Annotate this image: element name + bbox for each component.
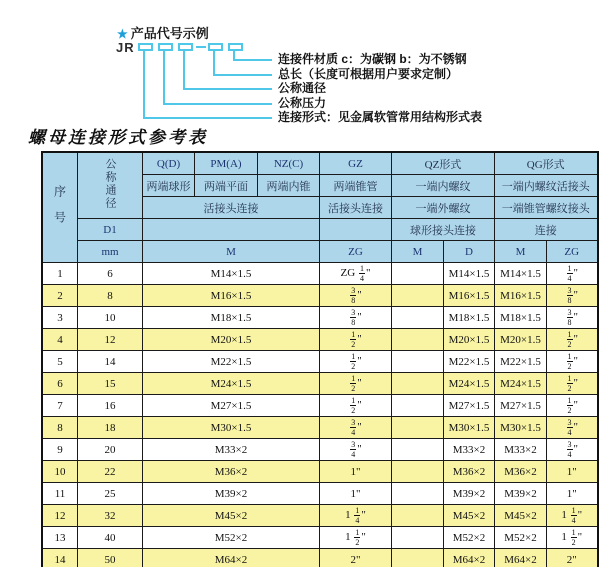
cell-dn: 10 <box>78 307 143 329</box>
cell-qg-m: M64×2 <box>495 549 547 567</box>
fraction: $\frac{1}{4}$ <box>359 263 364 283</box>
cell-seq: 13 <box>42 527 78 549</box>
cell-seq: 1 <box>42 263 78 285</box>
connector-line <box>143 51 145 119</box>
cell-gz: $\frac{1}{2}$ " <box>320 373 392 395</box>
cell-qg-zg: $\frac{3}{8}$ " <box>547 285 598 307</box>
cell-seq: 4 <box>42 329 78 351</box>
cell-qg-m: M52×2 <box>495 527 547 549</box>
fraction: $\frac{3}{8}$ <box>351 307 356 327</box>
fraction: $\frac{1}{2}$ <box>351 329 356 349</box>
connector-line <box>233 59 272 61</box>
header-union-joint: 活接头连接 <box>143 197 320 219</box>
cell-gz: ZG $\frac{1}{4}$ " <box>320 263 392 285</box>
cell-qg-m: M20×1.5 <box>495 329 547 351</box>
table-row <box>42 439 598 461</box>
header-blank-1 <box>143 219 320 241</box>
cell-seq: 12 <box>42 505 78 527</box>
header-pm: PM(A) <box>195 152 258 175</box>
table-row <box>42 461 598 483</box>
cell-qz-m <box>392 417 444 439</box>
fraction: $\frac{1}{4}$ <box>571 505 576 525</box>
cell-qz-m <box>392 329 444 351</box>
cell-dn: 32 <box>78 505 143 527</box>
cell-qz-m <box>392 549 444 567</box>
header-dn: 公称通径 <box>78 152 143 219</box>
legend-label-pressure: 公称压力 <box>278 96 327 110</box>
nut-connection-table <box>41 151 599 567</box>
header-nz-sub: 两端内锥 <box>258 175 320 197</box>
fraction: $\frac{1}{2}$ <box>567 351 572 371</box>
header-gz: GZ <box>320 152 392 175</box>
cell-qg-m: M14×1.5 <box>495 263 547 285</box>
fraction: $\frac{3}{8}$ <box>567 285 572 305</box>
fraction: $\frac{3}{8}$ <box>351 285 356 305</box>
cell-gz: $\frac{3}{8}$ " <box>320 285 392 307</box>
cell-qg-zg: 2" <box>547 549 598 567</box>
cell-qz-d: M36×2 <box>444 461 495 483</box>
table-header <box>42 152 598 263</box>
fraction: $\frac{1}{2}$ <box>355 527 360 547</box>
cell-qz-d: M14×1.5 <box>444 263 495 285</box>
star-icon: ★ <box>117 27 128 41</box>
cell-m: M45×2 <box>143 505 320 527</box>
cell-qz-m <box>392 527 444 549</box>
cell-dn: 20 <box>78 439 143 461</box>
fraction: $\frac{1}{4}$ <box>567 263 572 283</box>
code-box-1 <box>138 43 153 51</box>
cell-qg-zg: $\frac{1}{4}$ " <box>547 263 598 285</box>
fraction: $\frac{1}{2}$ <box>567 373 572 393</box>
header-qz-m: M <box>392 241 444 263</box>
header-qz-sub3: 球形接头连接 <box>392 219 495 241</box>
cell-m: M14×1.5 <box>143 263 320 285</box>
connector-line <box>213 74 272 76</box>
cell-qg-zg: $\frac{3}{8}$ " <box>547 307 598 329</box>
cell-dn: 50 <box>78 549 143 567</box>
header-gz-sub: 两端锥管 <box>320 175 392 197</box>
connector-line <box>213 51 215 76</box>
cell-qz-d: M45×2 <box>444 505 495 527</box>
cell-dn: 22 <box>78 461 143 483</box>
cell-qz-m <box>392 351 444 373</box>
cell-seq: 7 <box>42 395 78 417</box>
cell-m: M22×1.5 <box>143 351 320 373</box>
table-row <box>42 417 598 439</box>
cell-qg-zg: 1" <box>547 483 598 505</box>
table-title: 螺母连接形式参考表 <box>28 128 208 147</box>
cell-qg-m: M36×2 <box>495 461 547 483</box>
table-row <box>42 285 598 307</box>
header-qg-sub3: 连接 <box>495 219 598 241</box>
header-blank-2 <box>320 219 392 241</box>
header-seq: 序号 <box>42 152 78 263</box>
cell-m: M52×2 <box>143 527 320 549</box>
table-row <box>42 351 598 373</box>
cell-m: M30×1.5 <box>143 417 320 439</box>
code-box-3 <box>178 43 193 51</box>
cell-seq: 3 <box>42 307 78 329</box>
legend-label-length: 总长（长度可根据用户要求定制） <box>278 67 459 81</box>
cell-qz-m <box>392 505 444 527</box>
connector-line <box>163 51 165 105</box>
cell-gz: $\frac{1}{2}$ " <box>320 329 392 351</box>
cell-seq: 14 <box>42 549 78 567</box>
cell-m: M64×2 <box>143 549 320 567</box>
fraction: $\frac{1}{2}$ <box>571 527 576 547</box>
cell-m: M33×2 <box>143 439 320 461</box>
cell-qz-d: M33×2 <box>444 439 495 461</box>
cell-qg-zg: $\frac{1}{2}$ " <box>547 373 598 395</box>
header-qz-sub2: 一端外螺纹 <box>392 197 495 219</box>
table-row <box>42 483 598 505</box>
cell-qg-zg: $\frac{1}{2}$ " <box>547 351 598 373</box>
cell-qz-d: M20×1.5 <box>444 329 495 351</box>
fraction: $\frac{1}{2}$ <box>351 351 356 371</box>
table-row <box>42 373 598 395</box>
cell-qg-m: M27×1.5 <box>495 395 547 417</box>
header-qg: QG形式 <box>495 152 598 175</box>
cell-qg-zg: $\frac{1}{2}$ " <box>547 395 598 417</box>
cell-seq: 9 <box>42 439 78 461</box>
header-qg-m: M <box>495 241 547 263</box>
header-nz: NZ(C) <box>258 152 320 175</box>
cell-dn: 25 <box>78 483 143 505</box>
cell-qz-d: M52×2 <box>444 527 495 549</box>
cell-gz: 1" <box>320 483 392 505</box>
cell-m: M24×1.5 <box>143 373 320 395</box>
header-qg-sub2: 一端锥管螺纹接头 <box>495 197 598 219</box>
legend-label-diameter: 公称通径 <box>278 81 327 95</box>
cell-seq: 11 <box>42 483 78 505</box>
cell-qg-m: M39×2 <box>495 483 547 505</box>
cell-qg-m: M45×2 <box>495 505 547 527</box>
connector-line <box>163 103 272 105</box>
cell-qz-d: M24×1.5 <box>444 373 495 395</box>
code-box-4 <box>208 43 223 51</box>
cell-qg-zg: $\frac{3}{4}$ " <box>547 439 598 461</box>
cell-gz: $\frac{3}{4}$ " <box>320 417 392 439</box>
cell-qg-zg: 1" <box>547 461 598 483</box>
cell-dn: 14 <box>78 351 143 373</box>
legend-title-text: 产品代号示例 <box>130 26 209 41</box>
cell-qg-zg: $\frac{3}{4}$ " <box>547 417 598 439</box>
cell-qz-d: M27×1.5 <box>444 395 495 417</box>
cell-seq: 8 <box>42 417 78 439</box>
cell-gz: 1 $\frac{1}{4}$ " <box>320 505 392 527</box>
cell-m: M16×1.5 <box>143 285 320 307</box>
header-qz-d: D <box>444 241 495 263</box>
code-box-2 <box>158 43 173 51</box>
cell-seq: 10 <box>42 461 78 483</box>
cell-gz: $\frac{1}{2}$ " <box>320 395 392 417</box>
cell-gz: $\frac{1}{2}$ " <box>320 351 392 373</box>
cell-dn: 12 <box>78 329 143 351</box>
cell-m: M39×2 <box>143 483 320 505</box>
legend-label-material: 连接件材质 c：为碳钢 b：为不锈钢 <box>278 52 467 66</box>
cell-qz-m <box>392 263 444 285</box>
table-row <box>42 505 598 527</box>
cell-qg-m: M24×1.5 <box>495 373 547 395</box>
header-qg-sub1: 一端内螺纹活接头 <box>495 175 598 197</box>
fraction: $\frac{1}{2}$ <box>351 373 356 393</box>
cell-qz-d: M64×2 <box>444 549 495 567</box>
table-row <box>42 549 598 567</box>
fraction: $\frac{3}{8}$ <box>567 307 572 327</box>
connector-line <box>183 51 185 90</box>
cell-m: M20×1.5 <box>143 329 320 351</box>
cell-m: M27×1.5 <box>143 395 320 417</box>
table-row <box>42 329 598 351</box>
cell-qz-d: M39×2 <box>444 483 495 505</box>
cell-qz-m <box>392 395 444 417</box>
cell-qg-m: M33×2 <box>495 439 547 461</box>
cell-qg-zg: 1 $\frac{1}{4}$ " <box>547 505 598 527</box>
header-zg: ZG <box>320 241 392 263</box>
cell-qz-d: M22×1.5 <box>444 351 495 373</box>
header-union-joint-gz: 活接头连接 <box>320 197 392 219</box>
cell-gz: 2" <box>320 549 392 567</box>
fraction: $\frac{1}{2}$ <box>567 329 572 349</box>
header-d1: D1 <box>78 219 143 241</box>
table-row <box>42 395 598 417</box>
cell-qg-m: M18×1.5 <box>495 307 547 329</box>
cell-seq: 6 <box>42 373 78 395</box>
header-qz: QZ形式 <box>392 152 495 175</box>
header-qz-sub1: 一端内螺纹 <box>392 175 495 197</box>
fraction: $\frac{1}{2}$ <box>567 395 572 415</box>
cell-dn: 6 <box>78 263 143 285</box>
fraction: $\frac{3}{4}$ <box>351 439 356 459</box>
cell-qz-d: M16×1.5 <box>444 285 495 307</box>
cell-gz: 1" <box>320 461 392 483</box>
fraction: $\frac{3}{4}$ <box>567 439 572 459</box>
fraction: $\frac{1}{4}$ <box>355 505 360 525</box>
cell-qz-m <box>392 461 444 483</box>
fraction: $\frac{3}{4}$ <box>351 417 356 437</box>
cell-qg-m: M16×1.5 <box>495 285 547 307</box>
header-mm: mm <box>78 241 143 263</box>
cell-m: M36×2 <box>143 461 320 483</box>
fraction: $\frac{1}{2}$ <box>351 395 356 415</box>
header-qg-zg: ZG <box>547 241 598 263</box>
cell-gz: 1 $\frac{1}{2}$ " <box>320 527 392 549</box>
cell-gz: $\frac{3}{8}$ " <box>320 307 392 329</box>
cell-dn: 16 <box>78 395 143 417</box>
header-q: Q(D) <box>143 152 195 175</box>
cell-qg-m: M22×1.5 <box>495 351 547 373</box>
cell-dn: 18 <box>78 417 143 439</box>
fraction: $\frac{3}{4}$ <box>567 417 572 437</box>
connector-line <box>183 88 272 90</box>
cell-qg-zg: 1 $\frac{1}{2}$ " <box>547 527 598 549</box>
table-row <box>42 527 598 549</box>
legend-label-conn-form: 连接形式：见金属软管常用结构形式表 <box>278 110 483 124</box>
header-q-sub: 两端球形 <box>143 175 195 197</box>
table-body <box>42 263 598 567</box>
cell-gz: $\frac{3}{4}$ " <box>320 439 392 461</box>
cell-qz-m <box>392 483 444 505</box>
cell-qz-m <box>392 373 444 395</box>
cell-qz-d: M18×1.5 <box>444 307 495 329</box>
table-row <box>42 263 598 285</box>
cell-qz-m <box>392 307 444 329</box>
cell-dn: 40 <box>78 527 143 549</box>
code-dash <box>196 46 206 48</box>
cell-qz-m <box>392 439 444 461</box>
cell-qg-zg: $\frac{1}{2}$ " <box>547 329 598 351</box>
table-row <box>42 307 598 329</box>
cell-dn: 8 <box>78 285 143 307</box>
cell-qg-m: M30×1.5 <box>495 417 547 439</box>
connector-line <box>143 117 272 119</box>
cell-qz-d: M30×1.5 <box>444 417 495 439</box>
header-pm-sub: 两端平面 <box>195 175 258 197</box>
cell-qz-m <box>392 285 444 307</box>
code-box-5 <box>228 43 243 51</box>
cell-m: M18×1.5 <box>143 307 320 329</box>
cell-seq: 5 <box>42 351 78 373</box>
cell-seq: 2 <box>42 285 78 307</box>
cell-dn: 15 <box>78 373 143 395</box>
code-prefix: JR <box>116 40 135 55</box>
header-m: M <box>143 241 320 263</box>
